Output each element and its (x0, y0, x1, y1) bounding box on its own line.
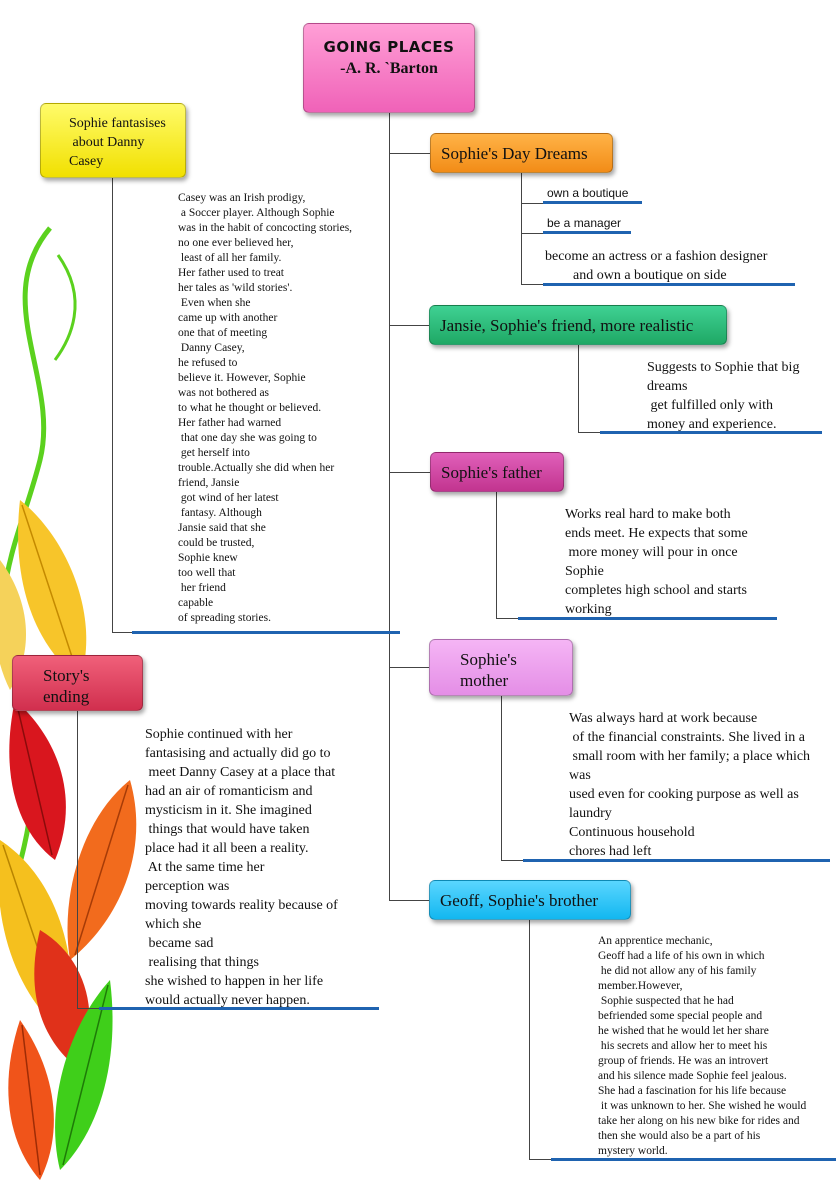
mother-label: Sophie's mother (460, 650, 517, 690)
father-node (430, 452, 564, 492)
leaf-orange-2 (8, 1020, 54, 1180)
dreams-tick-1 (521, 203, 543, 204)
mother-foot (501, 860, 523, 861)
fantasy-node (40, 103, 186, 178)
fantasy-connector (112, 178, 113, 633)
jansie-text: Suggests to Sophie that big dreams get fulfilled only with money and experience. (647, 360, 800, 432)
branch-dreams (389, 153, 430, 154)
dream-item-boutique: own a boutique (547, 186, 629, 200)
dreams-underline-1 (543, 201, 642, 204)
dream-item-manager: be a manager (547, 216, 622, 230)
ending-connector (77, 711, 78, 1009)
dreams-underline-2 (543, 231, 631, 234)
title-text: GOING PLACES (323, 38, 455, 56)
geoff-label: Geoff, Sophie's brother (440, 891, 599, 910)
dreams-connector (521, 173, 522, 285)
fantasy-underline (132, 631, 400, 634)
branch-jansie (389, 325, 429, 326)
jansie-label: Jansie, Sophie's friend, more realistic (440, 316, 694, 335)
dream-item-actress: become an actress or a fashion designer and own a boutique on side (545, 249, 768, 283)
day-dreams-label: Sophie's Day Dreams (441, 144, 588, 163)
author-text: -A. R. `Barton (340, 60, 438, 77)
geoff-node (429, 880, 631, 920)
mother-node (429, 639, 573, 696)
geoff-foot (529, 1159, 551, 1160)
ending-node (12, 655, 143, 711)
ending-foot (77, 1008, 99, 1009)
title-node (303, 23, 475, 113)
jansie-node (429, 305, 727, 345)
ending-label: Story's ending (43, 666, 90, 706)
fantasy-label: Sophie fantasises about Danny Casey (69, 116, 166, 169)
branch-father (389, 472, 430, 473)
jansie-connector (578, 345, 579, 433)
trunk-line (389, 113, 390, 900)
dreams-tick-3 (521, 284, 543, 285)
father-foot (496, 618, 518, 619)
jansie-foot (578, 432, 600, 433)
father-connector (496, 492, 497, 619)
branch-geoff (389, 900, 429, 901)
ending-text: Sophie continued with her fantasising and actually did go to meet Danny Casey at a place that had an air of romanticism and mysticism in it. She imagined things that would have taken place had it all been a reality. At the same time her perception was moving towards reality because of which she became sad realising that things she wished to happen in her life would actually never happen. (145, 727, 338, 1008)
vine-tendril (55, 255, 75, 360)
geoff-text: An apprentice mechanic, Geoff had a life of his own in which he did not allow any of his family member.However, Sophie suspected that he had befriended some special people and he wished that he would let her share his secrets and allow her to meet his group of friends. He was an introvert and his silence made Sophie feel jealous. She had a fascination for his life because it was unknown to her. She wished he would take her along on his new bike for rides and then she would also be a part of his mystery world. (598, 935, 807, 1157)
father-text: Works real hard to make both ends meet. He expects that some more money will pour in once Sophie completes high school and starts working (565, 507, 748, 617)
fantasy-text: Casey was an Irish prodigy, a Soccer player. Although Sophie was in the habit of concocting stories, no one ever believed her, least of all her family. Her father used to treat her tales as 'wild stories'. Even when she came up with another one that of meeting Danny Casey, he refused to believe it. However, Sophie was not bothered as to what he thought or believed. Her father had warned that one day she was going to get herself into trouble.Actually she did when her friend, Jansie got wind of her latest fantasy. Although Jansie said that she could be trusted, Sophie knew too well that her friend capable of spreading stories. (178, 192, 353, 624)
leaf-yellow-top (18, 500, 86, 680)
branch-mother (389, 667, 429, 668)
mother-connector (501, 696, 502, 861)
father-label: Sophie's father (441, 463, 542, 482)
geoff-connector (529, 920, 530, 1160)
leaf-red-1 (9, 700, 66, 860)
dreams-tick-2 (521, 233, 543, 234)
day-dreams-node (430, 133, 613, 173)
mother-text: Was always hard at work because of the financial constraints. She lived in a small room with her family; a place which was used even for cooking purpose as well as laundry Continuous household chores had left (569, 711, 811, 859)
fantasy-foot (112, 632, 132, 633)
